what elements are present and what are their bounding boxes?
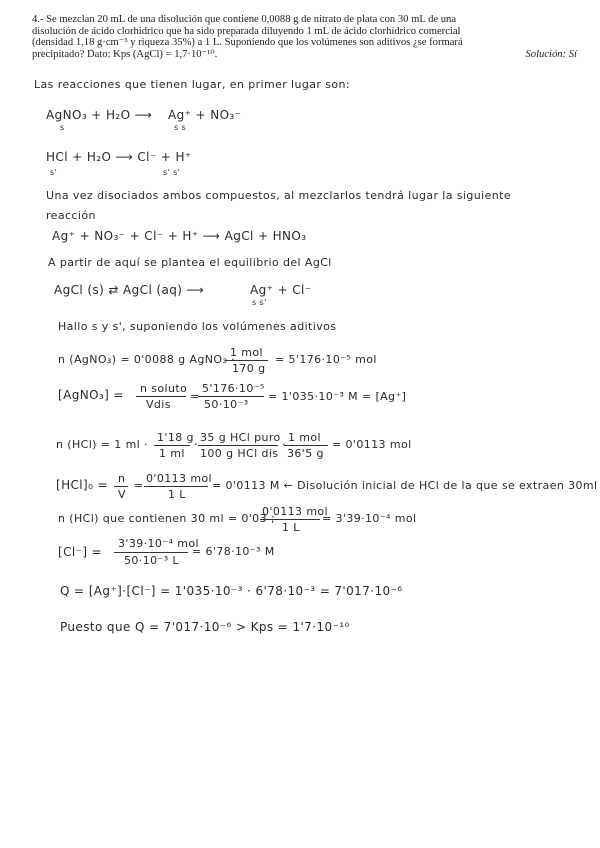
hw-agno3-conc-result: = 1'035·10⁻³ M = [Ag⁺] [268, 390, 407, 403]
hw-n-agno3-result: = 5'176·10⁻⁵ mol [275, 353, 377, 366]
hw-frac-den: V [118, 488, 126, 501]
hw-frac-num: 1 mol [230, 346, 263, 359]
fraction-bar [198, 396, 264, 397]
hw-frac-num: n soluto [140, 382, 188, 395]
hw-overall-reaction: Ag⁺ + NO₃⁻ + Cl⁻ + H⁺ ⟶ AgCl + HNO₃ [52, 229, 307, 243]
hw-dot: · [194, 438, 198, 451]
hw-solubility-s-prime: s' [50, 168, 58, 177]
hw-frac-den: Vdis [146, 398, 171, 411]
hw-hcl-dissociation: HCl + H₂O ⟶ Cl⁻ + H⁺ [46, 150, 192, 164]
fraction-bar [114, 486, 128, 487]
hw-frac-den: 36'5 g [287, 447, 324, 460]
hw-frac-num: 1'18 g [157, 431, 194, 444]
fraction-bar [226, 360, 268, 361]
hw-n-hcl-result: = 0'0113 mol [332, 438, 412, 451]
hw-mixing-text: Una vez disociados ambos compuestos, al mezclarlos tendrá lugar la siguiente [46, 189, 512, 202]
hw-solubility-s: s [60, 123, 65, 132]
hw-frac-den: 1 L [282, 521, 300, 534]
solution-label: Solución: Sí [525, 48, 577, 60]
hw-agcl-solubilities: s s' [252, 298, 267, 307]
hw-frac-num: 35 g HCl puro [200, 431, 281, 444]
hw-frac-den: 170 g [232, 362, 266, 375]
hw-reactions-intro: Las reacciones que tienen lugar, en primer lugar son: [34, 78, 350, 91]
hw-frac-num: 0'0113 mol [262, 505, 329, 518]
hw-hcl-conc-result: = 0'0113 M ← Disolución inicial de HCl de la que se extraen 30ml [212, 479, 598, 492]
hw-reaction-label: reacción [46, 209, 96, 222]
fraction-bar [154, 445, 190, 446]
hw-frac-den: 1 ml [159, 447, 185, 460]
hw-solubility-s-products: s s [174, 123, 187, 132]
problem-statement [32, 14, 577, 60]
hw-frac-den: 100 g HCl dis [200, 447, 279, 460]
hw-equilibrium-text: A partir de aquí se plantea el equilibrio del AgCl [48, 256, 332, 269]
fraction-bar [198, 445, 278, 446]
hw-frac-num: 1 mol [288, 431, 321, 444]
hw-frac-num: 3'39·10⁻⁴ mol [118, 537, 199, 550]
hw-agno3-dissociation: AgNO₃ + H₂O ⟶ [46, 108, 153, 122]
fraction-bar [114, 552, 188, 553]
hw-agcl-equilibrium: AgCl (s) ⇄ AgCl (aq) ⟶ [54, 283, 205, 297]
hw-dot: · [282, 438, 286, 451]
hw-conclusion: Puesto que Q = 7'017·10⁻⁶ > Kps = 1'7·10⁻¹⁰ [60, 620, 350, 634]
problem-line: disolución de ácido clorhídrico que ha sido preparada diluyendo 1 mL de ácido clorhídrico comercial [32, 25, 461, 37]
hw-frac-num: n [118, 472, 126, 485]
hw-frac-den: 50·10⁻³ [204, 398, 249, 411]
hw-n-hcl-30ml: n (HCl) que contienen 30 ml = 0'03 ; [58, 512, 275, 525]
hw-n-agno3: n (AgNO₃) = 0'0088 g AgNO₃ · [58, 353, 236, 366]
problem-line-text: precipitado? Dato: Kps (AgCl) = 1,7·10⁻¹⁰. [32, 48, 218, 60]
hw-frac-num: 0'0113 mol [146, 472, 213, 485]
problem-line [32, 49, 577, 61]
hw-agno3-conc: [AgNO₃] = [58, 388, 124, 402]
fraction-bar [136, 396, 186, 397]
hw-find-s-text: Hallo s y s', suponiendo los volúmenes aditivos [58, 320, 337, 333]
hw-frac-num: 5'176·10⁻⁵ [202, 382, 265, 395]
hw-frac-den: 50·10⁻³ L [124, 554, 179, 567]
hw-frac-den: 1 L [168, 488, 186, 501]
hw-equals: = [190, 390, 200, 403]
fraction-bar [144, 486, 208, 487]
problem-line: (densidad 1,18 g·cm⁻³ y riqueza 35%) a 1 L. Suponiendo que los volúmenes son aditivos ¿se formará [32, 37, 463, 49]
problem-line: 4.- Se mezclan 20 mL de una disolución que contiene 0,0088 g de nitrato de plata con 30 mL de una [32, 14, 457, 25]
hw-q-calculation: Q = [Ag⁺]·[Cl⁻] = 1'035·10⁻³ · 6'78·10⁻³ = 7'017·10⁻⁶ [60, 584, 403, 598]
hw-cl-conc-result: = 6'78·10⁻³ M [192, 545, 275, 558]
hw-equals: = [134, 479, 144, 492]
fraction-bar [260, 519, 320, 520]
hw-n-hcl: n (HCl) = 1 ml · [56, 438, 148, 451]
hw-solubility-s-prime-products: s' s' [163, 168, 181, 177]
hw-cl-conc: [Cl⁻] = [58, 545, 103, 559]
hw-n-hcl-30ml-result: = 3'39·10⁻⁴ mol [322, 512, 417, 525]
fraction-bar [284, 445, 328, 446]
hw-hcl-conc: [HCl]₀ = [56, 478, 108, 492]
hw-agcl-products: Ag⁺ + Cl⁻ [250, 283, 312, 297]
hw-agno3-products: Ag⁺ + NO₃⁻ [168, 108, 242, 122]
